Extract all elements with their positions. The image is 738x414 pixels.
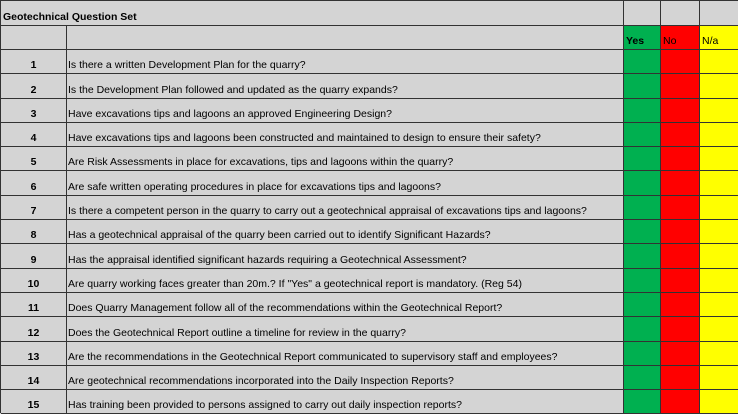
na-answer-cell[interactable] bbox=[700, 269, 738, 293]
yes-answer-cell[interactable] bbox=[624, 147, 661, 171]
question-text: Does Quarry Management follow all of the recommendations within the Geotechnical Report? bbox=[68, 302, 503, 315]
na-answer-cell[interactable] bbox=[700, 196, 738, 220]
yes-answer-cell[interactable] bbox=[624, 342, 661, 366]
no-answer-cell[interactable] bbox=[661, 293, 700, 317]
empty-cell[interactable] bbox=[67, 26, 624, 50]
na-answer-cell[interactable] bbox=[700, 317, 738, 341]
question-number: 9 bbox=[30, 253, 37, 266]
no-answer-cell[interactable] bbox=[661, 99, 700, 123]
question-text: Are the recommendations in the Geotechnical Report communicated to supervisory staff and employees? bbox=[68, 350, 558, 363]
empty-cell[interactable] bbox=[661, 1, 700, 26]
question-text: Have excavations tips and lagoons an approved Engineering Design? bbox=[68, 107, 392, 120]
question-number-cell[interactable] bbox=[1, 220, 67, 244]
no-answer-cell[interactable] bbox=[661, 147, 700, 171]
question-text: Are safe written operating procedures in place for excavations tips and lagoons? bbox=[68, 180, 441, 193]
question-text-cell[interactable] bbox=[67, 50, 624, 74]
empty-cell[interactable] bbox=[624, 1, 661, 26]
no-answer-cell[interactable] bbox=[661, 390, 700, 414]
question-text: Has a geotechnical appraisal of the quarry been carried out to identify Significant Hazards? bbox=[68, 229, 491, 242]
question-number-cell[interactable] bbox=[1, 123, 67, 147]
yes-header-cell[interactable] bbox=[624, 26, 661, 50]
na-answer-cell[interactable] bbox=[700, 366, 738, 390]
question-text-cell[interactable] bbox=[67, 220, 624, 244]
question-text: Are Risk Assessments in place for excavations, tips and lagoons within the quarry? bbox=[68, 156, 454, 169]
question-number: 15 bbox=[27, 399, 40, 412]
question-text: Are quarry working faces greater than 20m.? If "Yes" a geotechnical report is mandatory. (Reg 54) bbox=[68, 277, 522, 290]
yes-answer-cell[interactable] bbox=[624, 50, 661, 74]
question-number-cell[interactable] bbox=[1, 244, 67, 268]
question-number: 3 bbox=[30, 107, 37, 120]
question-number: 11 bbox=[27, 302, 40, 315]
question-number-cell[interactable] bbox=[1, 390, 67, 414]
question-number-cell[interactable] bbox=[1, 342, 67, 366]
empty-cell[interactable] bbox=[700, 1, 738, 26]
question-text: Does the Geotechnical Report outline a timeline for review in the quarry? bbox=[68, 326, 406, 339]
question-number: 6 bbox=[30, 180, 37, 193]
yes-answer-cell[interactable] bbox=[624, 123, 661, 147]
question-number-cell[interactable] bbox=[1, 196, 67, 220]
na-answer-cell[interactable] bbox=[700, 342, 738, 366]
question-text-cell[interactable] bbox=[67, 390, 624, 414]
question-text-cell[interactable] bbox=[67, 317, 624, 341]
question-text-cell[interactable] bbox=[67, 269, 624, 293]
question-text: Are geotechnical recommendations incorporated into the Daily Inspection Reports? bbox=[68, 375, 454, 388]
na-answer-cell[interactable] bbox=[700, 171, 738, 195]
na-header-cell[interactable] bbox=[700, 26, 738, 50]
yes-answer-cell[interactable] bbox=[624, 196, 661, 220]
empty-cell[interactable] bbox=[1, 26, 67, 50]
yes-header: Yes bbox=[626, 35, 645, 47]
yes-answer-cell[interactable] bbox=[624, 244, 661, 268]
question-number-cell[interactable] bbox=[1, 171, 67, 195]
na-answer-cell[interactable] bbox=[700, 390, 738, 414]
question-text: Has the appraisal identified significant hazards requiring a Geotechnical Assessment? bbox=[68, 253, 467, 266]
question-number-cell[interactable] bbox=[1, 269, 67, 293]
no-answer-cell[interactable] bbox=[661, 244, 700, 268]
question-number-cell[interactable] bbox=[1, 74, 67, 98]
sheet-title: Geotechnical Question Set bbox=[3, 11, 137, 23]
question-text-cell[interactable] bbox=[67, 171, 624, 195]
yes-answer-cell[interactable] bbox=[624, 293, 661, 317]
question-number: 10 bbox=[27, 277, 40, 290]
na-answer-cell[interactable] bbox=[700, 244, 738, 268]
na-answer-cell[interactable] bbox=[700, 220, 738, 244]
question-number: 2 bbox=[30, 83, 37, 96]
question-number-cell[interactable] bbox=[1, 50, 67, 74]
question-text: Has training been provided to persons assigned to carry out daily inspection reports? bbox=[68, 399, 462, 412]
yes-answer-cell[interactable] bbox=[624, 269, 661, 293]
no-answer-cell[interactable] bbox=[661, 342, 700, 366]
na-answer-cell[interactable] bbox=[700, 123, 738, 147]
no-answer-cell[interactable] bbox=[661, 196, 700, 220]
no-answer-cell[interactable] bbox=[661, 74, 700, 98]
question-text-cell[interactable] bbox=[67, 366, 624, 390]
no-answer-cell[interactable] bbox=[661, 269, 700, 293]
question-text-cell[interactable] bbox=[67, 293, 624, 317]
question-text: Is the Development Plan followed and updated as the quarry expands? bbox=[68, 83, 398, 96]
question-text-cell[interactable] bbox=[67, 74, 624, 98]
question-number: 8 bbox=[30, 229, 37, 242]
na-answer-cell[interactable] bbox=[700, 147, 738, 171]
no-answer-cell[interactable] bbox=[661, 317, 700, 341]
question-number-cell[interactable] bbox=[1, 366, 67, 390]
yes-answer-cell[interactable] bbox=[624, 99, 661, 123]
no-answer-cell[interactable] bbox=[661, 123, 700, 147]
question-number: 7 bbox=[30, 205, 37, 218]
question-number-cell[interactable] bbox=[1, 317, 67, 341]
question-number: 12 bbox=[27, 326, 40, 339]
question-text-cell[interactable] bbox=[67, 123, 624, 147]
yes-answer-cell[interactable] bbox=[624, 74, 661, 98]
question-text-cell[interactable] bbox=[67, 147, 624, 171]
yes-answer-cell[interactable] bbox=[624, 317, 661, 341]
question-text-cell[interactable] bbox=[67, 196, 624, 220]
question-number-cell[interactable] bbox=[1, 147, 67, 171]
sheet-title-cell[interactable] bbox=[1, 1, 624, 26]
no-answer-cell[interactable] bbox=[661, 50, 700, 74]
yes-answer-cell[interactable] bbox=[624, 366, 661, 390]
question-text: Have excavations tips and lagoons been constructed and maintained to design to ensure their safety? bbox=[68, 132, 541, 145]
question-text-cell[interactable] bbox=[67, 342, 624, 366]
question-text: Is there a competent person in the quarry to carry out a geotechnical appraisal of excavations tips and lagoons? bbox=[68, 205, 587, 218]
no-answer-cell[interactable] bbox=[661, 366, 700, 390]
question-number: 4 bbox=[30, 132, 37, 145]
na-answer-cell[interactable] bbox=[700, 74, 738, 98]
no-header-cell[interactable] bbox=[661, 26, 700, 50]
na-header: N/a bbox=[702, 35, 719, 47]
question-text-cell[interactable] bbox=[67, 99, 624, 123]
yes-answer-cell[interactable] bbox=[624, 390, 661, 414]
no-answer-cell[interactable] bbox=[661, 171, 700, 195]
question-number: 14 bbox=[27, 375, 40, 388]
na-answer-cell[interactable] bbox=[700, 50, 738, 74]
question-number: 13 bbox=[27, 350, 40, 363]
question-number: 5 bbox=[30, 156, 37, 169]
yes-answer-cell[interactable] bbox=[624, 171, 661, 195]
yes-answer-cell[interactable] bbox=[624, 220, 661, 244]
question-number: 1 bbox=[30, 59, 37, 72]
na-answer-cell[interactable] bbox=[700, 99, 738, 123]
question-number-cell[interactable] bbox=[1, 293, 67, 317]
no-answer-cell[interactable] bbox=[661, 220, 700, 244]
question-number-cell[interactable] bbox=[1, 99, 67, 123]
question-text-cell[interactable] bbox=[67, 244, 624, 268]
question-text: Is there a written Development Plan for the quarry? bbox=[68, 59, 306, 72]
no-header: No bbox=[663, 35, 677, 47]
na-answer-cell[interactable] bbox=[700, 293, 738, 317]
